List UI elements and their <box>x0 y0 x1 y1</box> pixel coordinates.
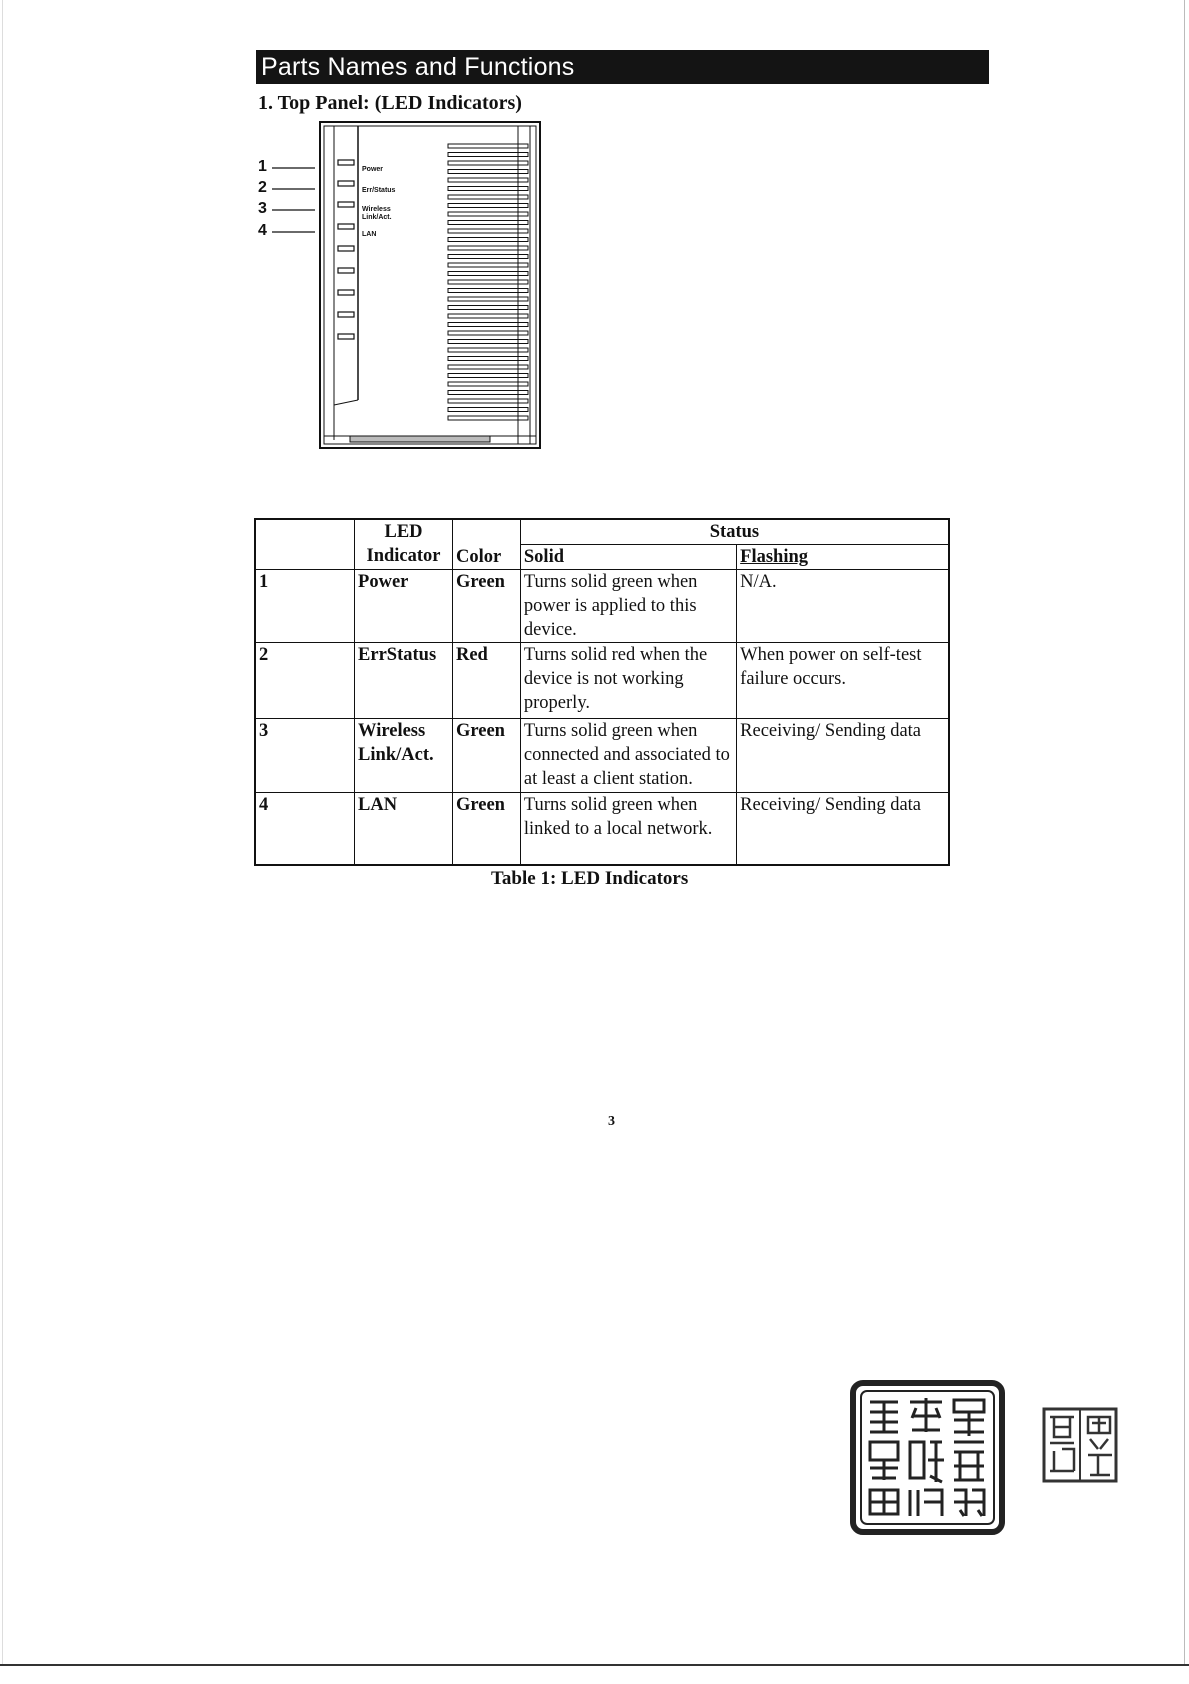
table-row <box>255 793 949 865</box>
vent-slat <box>448 365 528 369</box>
vent-slat <box>448 246 528 250</box>
row-solid: Turns solid green when connected and associated to at least a client station. <box>520 719 736 793</box>
row-solid: Turns solid green when linked to a local network. <box>520 793 736 865</box>
led-indicator-header: LED Indicator <box>355 519 453 570</box>
callout-1: 1 <box>258 158 267 175</box>
vent-slat <box>448 263 528 267</box>
row-led: ErrStatus <box>355 643 453 719</box>
row-flashing: When power on self-test failure occurs. <box>737 643 949 719</box>
personal-seal <box>1040 1405 1120 1490</box>
device-outline-drawing <box>250 120 550 455</box>
row-color: Red <box>452 643 520 719</box>
vent-slat <box>448 382 528 386</box>
vent-slat <box>448 178 528 182</box>
led-indicator-table <box>254 518 950 866</box>
callout-2: 2 <box>258 179 267 196</box>
row-solid: Turns solid green when power is applied to this device. <box>520 570 736 643</box>
row-flashing: Receiving/ Sending data <box>737 793 949 865</box>
vent-slat <box>448 323 528 327</box>
table-caption: Table 1: LED Indicators <box>491 868 689 889</box>
row-led: Wireless Link/Act. <box>355 719 453 793</box>
vent-slat <box>448 340 528 344</box>
vent-slat <box>448 374 528 378</box>
row-number: 1 <box>255 570 355 643</box>
table-row <box>255 719 949 793</box>
led-label-lan: LAN <box>362 231 377 238</box>
row-solid: Turns solid red when the device is not working properly. <box>520 643 736 719</box>
right-edge-line <box>1184 0 1185 1664</box>
row-color: Green <box>452 793 520 865</box>
row-number: 2 <box>255 643 355 719</box>
number-header <box>255 519 355 570</box>
vent-slat <box>448 280 528 284</box>
vent-slat <box>448 187 528 191</box>
row-flashing: N/A. <box>737 570 949 643</box>
vent-slat <box>448 238 528 242</box>
vent-slat <box>448 229 528 233</box>
vent-slat <box>448 195 528 199</box>
vent-slat <box>448 357 528 361</box>
page-header-bar: Parts Names and Functions <box>256 50 989 84</box>
table-row <box>255 570 949 643</box>
vent-slat <box>448 391 528 395</box>
led-label-linkact: Link/Act. <box>362 214 392 221</box>
top-panel-diagram <box>250 120 550 460</box>
vent-slat <box>448 306 528 310</box>
callout-4: 4 <box>258 222 267 239</box>
page-number: 3 <box>608 1114 615 1129</box>
vent-slat <box>448 144 528 148</box>
vent-slat <box>448 161 528 165</box>
vent-slat <box>448 348 528 352</box>
company-seal-drawing <box>850 1380 1005 1535</box>
vent-slat <box>448 399 528 403</box>
row-number: 4 <box>255 793 355 865</box>
vent-slat <box>448 331 528 335</box>
vent-slat <box>448 170 528 174</box>
vent-slats <box>448 144 528 420</box>
vent-slat <box>448 408 528 412</box>
vent-slat <box>448 255 528 259</box>
company-seal <box>850 1380 1005 1540</box>
vent-slat <box>448 416 528 420</box>
row-flashing: Receiving/ Sending data <box>737 719 949 793</box>
led-label-wireless: Wireless <box>362 206 391 213</box>
section-title: 1. Top Panel: (LED Indicators) <box>258 92 522 114</box>
row-color: Green <box>452 719 520 793</box>
vent-slat <box>448 289 528 293</box>
table-header-row <box>255 519 949 545</box>
bottom-page-edge <box>0 1664 1189 1666</box>
table-row <box>255 643 949 719</box>
left-edge-line <box>2 0 3 1664</box>
vent-slat <box>448 297 528 301</box>
personal-seal-drawing <box>1040 1405 1120 1485</box>
vent-slat <box>448 272 528 276</box>
vent-slat <box>448 204 528 208</box>
row-led: Power <box>355 570 453 643</box>
solid-header: Solid <box>520 545 736 570</box>
vent-slat <box>448 221 528 225</box>
status-header: Status <box>520 519 949 545</box>
led-label-power: Power <box>362 166 384 173</box>
callout-3: 3 <box>258 200 267 217</box>
row-number: 3 <box>255 719 355 793</box>
vent-slat <box>448 153 528 157</box>
flashing-header: Flashing <box>737 545 949 570</box>
color-header: Color <box>452 519 520 570</box>
vent-slat <box>448 314 528 318</box>
led-slots <box>338 160 354 339</box>
row-led: LAN <box>355 793 453 865</box>
led-label-errstatus: Err/Status <box>362 187 396 194</box>
row-color: Green <box>452 570 520 643</box>
vent-slat <box>448 212 528 216</box>
